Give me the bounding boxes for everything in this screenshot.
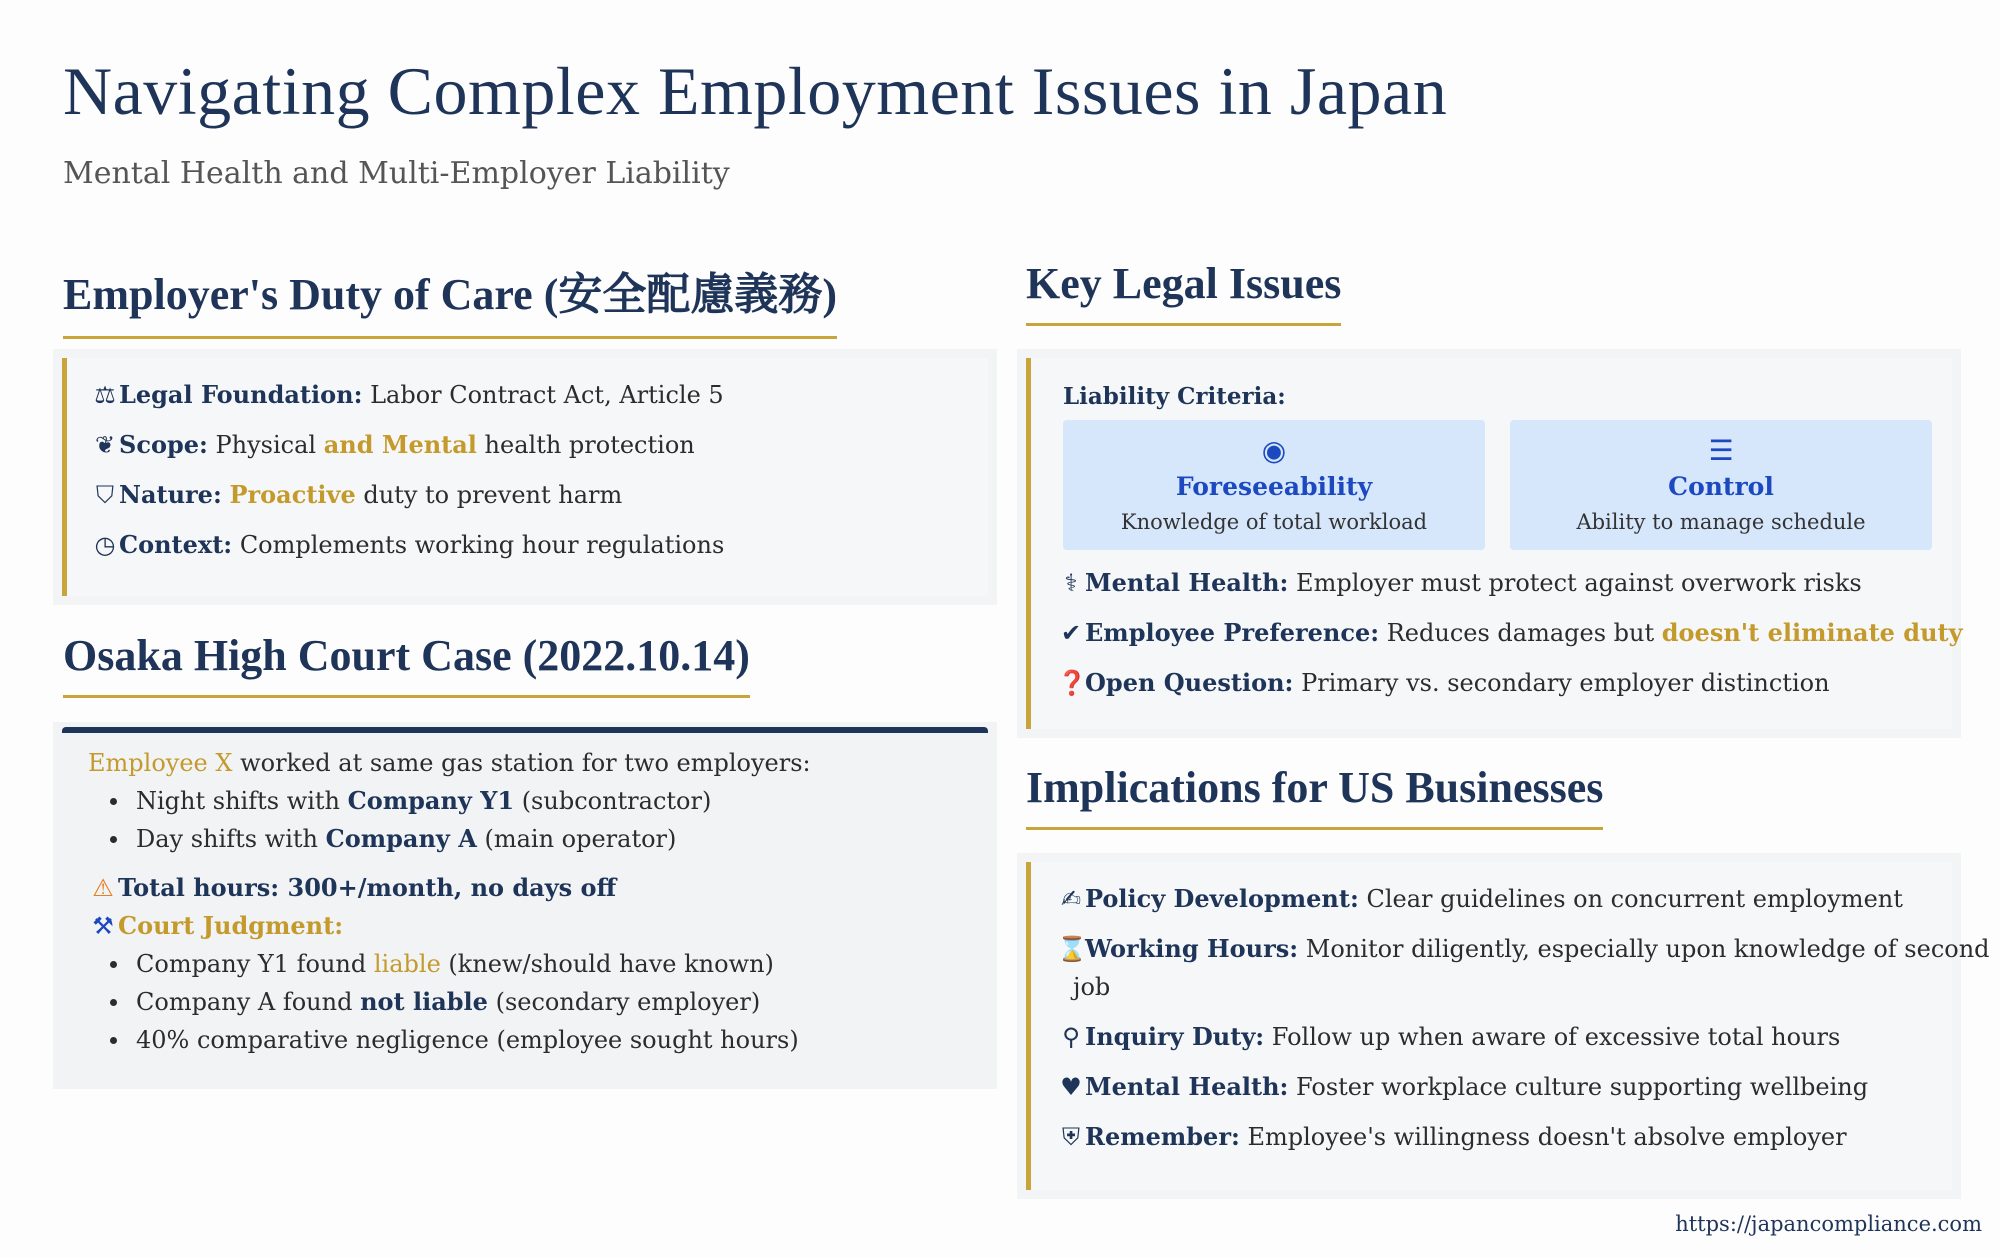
criteria-label: Liability Criteria: (1063, 383, 1286, 410)
clock-icon: ◷ (94, 531, 116, 559)
issues-heading: Key Legal Issues (1026, 258, 1341, 326)
hourglass-icon: ⌛ (1057, 935, 1087, 963)
judgment-label: ⚒ Court Judgment: (88, 909, 343, 943)
footer-link[interactable]: https://japancompliance.com (1675, 1212, 1982, 1236)
issues-card (1017, 349, 1961, 738)
issue-employee-preference: ✔ Employee Preference: Reduces damages but doesn't eliminate duty (1057, 616, 1963, 650)
duty-heading: Employer's Duty of Care (安全配慮義務) (63, 258, 837, 339)
implications-heading: Implications for US Businesses (1026, 762, 1603, 830)
page-title: Navigating Complex Employment Issues in Japan (63, 53, 1448, 129)
duty-card (53, 349, 997, 605)
question-circle-icon: ❓ (1057, 669, 1087, 697)
hand-holding-heart-icon: ♥ (1060, 1073, 1082, 1101)
implications-card (1017, 853, 1990, 1199)
issue-open-question: ❓Open Question: Primary vs. secondary employer distinction (1057, 666, 1830, 700)
duty-item-legal: ⚖ Legal Foundation: Labor Contract Act, Article 5 (91, 378, 724, 412)
criteria-control: ☰ Control Ability to manage schedule (1510, 420, 1932, 550)
implication-mental-health: ♥ Mental Health: Foster workplace culture supporting wellbeing (1057, 1070, 1868, 1104)
issue-mental-health: ⚕ Mental Health: Employer must protect against overwork risks (1057, 566, 1862, 600)
implication-remember: ⛨ Remember: Employee's willingness doesn't absolve employer (1057, 1120, 1847, 1154)
implication-working-hours-cont: job (1073, 973, 1111, 1001)
implication-working-hours: ⌛Working Hours: Monitor diligently, especially upon knowledge of second (1057, 932, 1990, 966)
total-hours: ⚠ Total hours: 300+/month, no days off (88, 871, 616, 905)
user-check-icon: ✔ (1060, 619, 1082, 647)
gavel-icon: ⚒ (92, 912, 114, 940)
case-card-topbar (62, 727, 988, 733)
judgment-item: Company A found not liable (secondary employer) (98, 985, 760, 1019)
case-heading: Osaka High Court Case (2022.10.14) (63, 630, 750, 698)
duty-item-context: ◷ Context: Complements working hour regulations (91, 528, 724, 562)
shift-item: Night shifts with Company Y1 (subcontractor) (98, 784, 711, 818)
user-shield-icon: ⛨ (1062, 1123, 1080, 1151)
scale-icon: ⚖ (94, 381, 116, 409)
search-icon: ⚲ (1062, 1023, 1080, 1051)
duty-item-scope: ❦ Scope: Physical and Mental health protection (91, 428, 695, 462)
page-subtitle: Mental Health and Multi-Employer Liability (63, 156, 730, 191)
warning-icon: ⚠ (92, 874, 114, 902)
implication-inquiry: ⚲ Inquiry Duty: Follow up when aware of excessive total hours (1057, 1020, 1840, 1054)
duty-item-nature: ⛉ Nature: Proactive duty to prevent harm (91, 478, 622, 512)
case-card (53, 722, 997, 1089)
criteria-foreseeability: ◉ Foreseeability Knowledge of total workload (1063, 420, 1485, 550)
shield-icon: ⛉ (96, 481, 114, 509)
sliders-icon: ☰ (1708, 434, 1734, 467)
brain-icon: ❦ (94, 431, 116, 459)
eye-icon: ◉ (1261, 434, 1287, 467)
judgment-item: 40% comparative negligence (employee sought hours) (98, 1023, 799, 1057)
judgment-item: Company Y1 found liable (knew/should have known) (98, 947, 774, 981)
shift-item: Day shifts with Company A (main operator) (98, 822, 676, 856)
case-intro: Employee X worked at same gas station for two employers: (88, 749, 811, 777)
implication-policy: ✍ Policy Development: Clear guidelines on concurrent employment (1057, 882, 1903, 916)
user-doctor-icon: ⚕ (1064, 569, 1078, 597)
file-signature-icon: ✍ (1060, 885, 1082, 913)
